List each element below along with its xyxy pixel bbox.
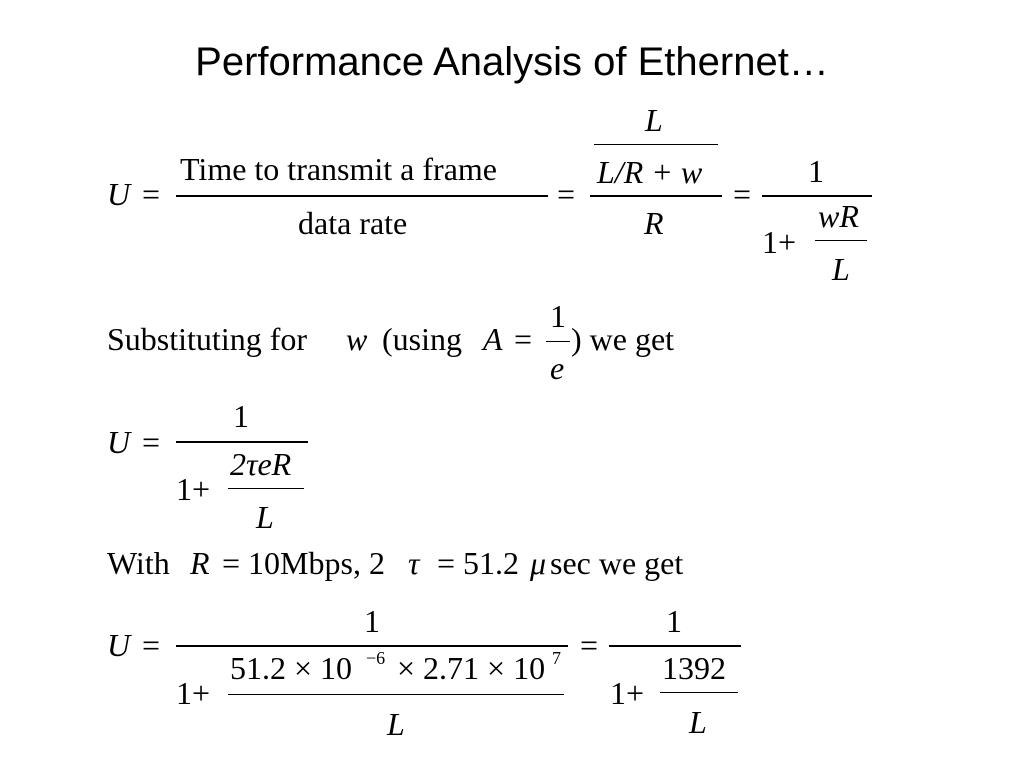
equals-sign: = bbox=[733, 176, 752, 212]
fraction-denominator: R bbox=[644, 205, 664, 241]
fraction-bar bbox=[176, 441, 308, 443]
fraction-denominator: e bbox=[550, 350, 565, 386]
sentence-text: sec we get bbox=[550, 545, 684, 581]
exponent: −6 bbox=[366, 648, 386, 668]
fraction-middle: L/R + w bbox=[597, 154, 703, 190]
exponent: 7 bbox=[552, 648, 561, 668]
sentence-text: Substituting for bbox=[107, 321, 308, 357]
fraction-bar bbox=[546, 341, 570, 342]
one-plus: 1+ bbox=[176, 471, 211, 507]
fraction-numerator: 1 bbox=[550, 298, 566, 334]
sentence-text: ) we get bbox=[571, 321, 675, 357]
fraction-numerator: 1 bbox=[666, 603, 682, 639]
inner-fraction-denominator: L bbox=[256, 499, 274, 535]
inner-fraction-numerator: 2τeR bbox=[230, 446, 292, 482]
fraction-bar bbox=[176, 645, 568, 647]
sentence-text: With bbox=[107, 545, 170, 581]
inner-fraction-denominator: L bbox=[832, 251, 850, 287]
slide-title: Performance Analysis of Ethernet… bbox=[195, 40, 829, 84]
equals-sign: = bbox=[557, 176, 576, 212]
fraction-numerator: 1 bbox=[364, 603, 380, 639]
fraction-numerator: L bbox=[645, 102, 663, 138]
variable-a: A bbox=[483, 321, 503, 357]
sentence-text: = 10Mbps, 2 bbox=[222, 545, 385, 581]
fraction-bar bbox=[660, 692, 738, 693]
fraction-bar bbox=[762, 195, 872, 197]
equals-sign: = bbox=[142, 176, 161, 212]
sentence-text: (using bbox=[382, 321, 462, 357]
variable-mu: μ bbox=[530, 545, 547, 581]
equals-sign: = bbox=[514, 321, 533, 357]
fraction-bar bbox=[609, 645, 741, 647]
equals-sign: = bbox=[580, 627, 599, 663]
inner-fraction-numerator: 51.2 × 10 bbox=[230, 650, 353, 686]
fraction-numerator: 1 bbox=[233, 398, 249, 434]
fraction-bar bbox=[594, 144, 718, 145]
fraction-numerator: Time to transmit a frame bbox=[180, 151, 497, 187]
fraction-numerator: 1 bbox=[808, 153, 824, 189]
inner-fraction-numerator: × 2.71 × 10 bbox=[397, 650, 546, 686]
one-plus: 1+ bbox=[610, 675, 645, 711]
fraction-bar bbox=[176, 195, 548, 197]
variable-u: U bbox=[107, 627, 131, 663]
variable-u: U bbox=[107, 176, 131, 212]
inner-fraction-numerator: wR bbox=[818, 198, 859, 234]
inner-fraction-denominator: L bbox=[689, 704, 707, 740]
variable-r: R bbox=[190, 545, 210, 581]
equals-sign: = bbox=[142, 424, 161, 460]
inner-fraction-numerator: 1392 bbox=[662, 650, 726, 686]
fraction-bar bbox=[228, 488, 304, 489]
variable-w: w bbox=[346, 321, 368, 357]
variable-tau: τ bbox=[408, 545, 420, 581]
inner-fraction-denominator: L bbox=[387, 706, 405, 742]
equals-sign: = bbox=[142, 627, 161, 663]
sentence-text: = 51.2 bbox=[437, 545, 520, 581]
variable-u: U bbox=[107, 424, 131, 460]
fraction-bar bbox=[590, 195, 722, 197]
fraction-denominator: data rate bbox=[298, 205, 408, 241]
one-plus: 1+ bbox=[762, 224, 797, 260]
fraction-bar bbox=[815, 240, 867, 241]
one-plus: 1+ bbox=[176, 675, 211, 711]
fraction-bar bbox=[228, 694, 564, 695]
